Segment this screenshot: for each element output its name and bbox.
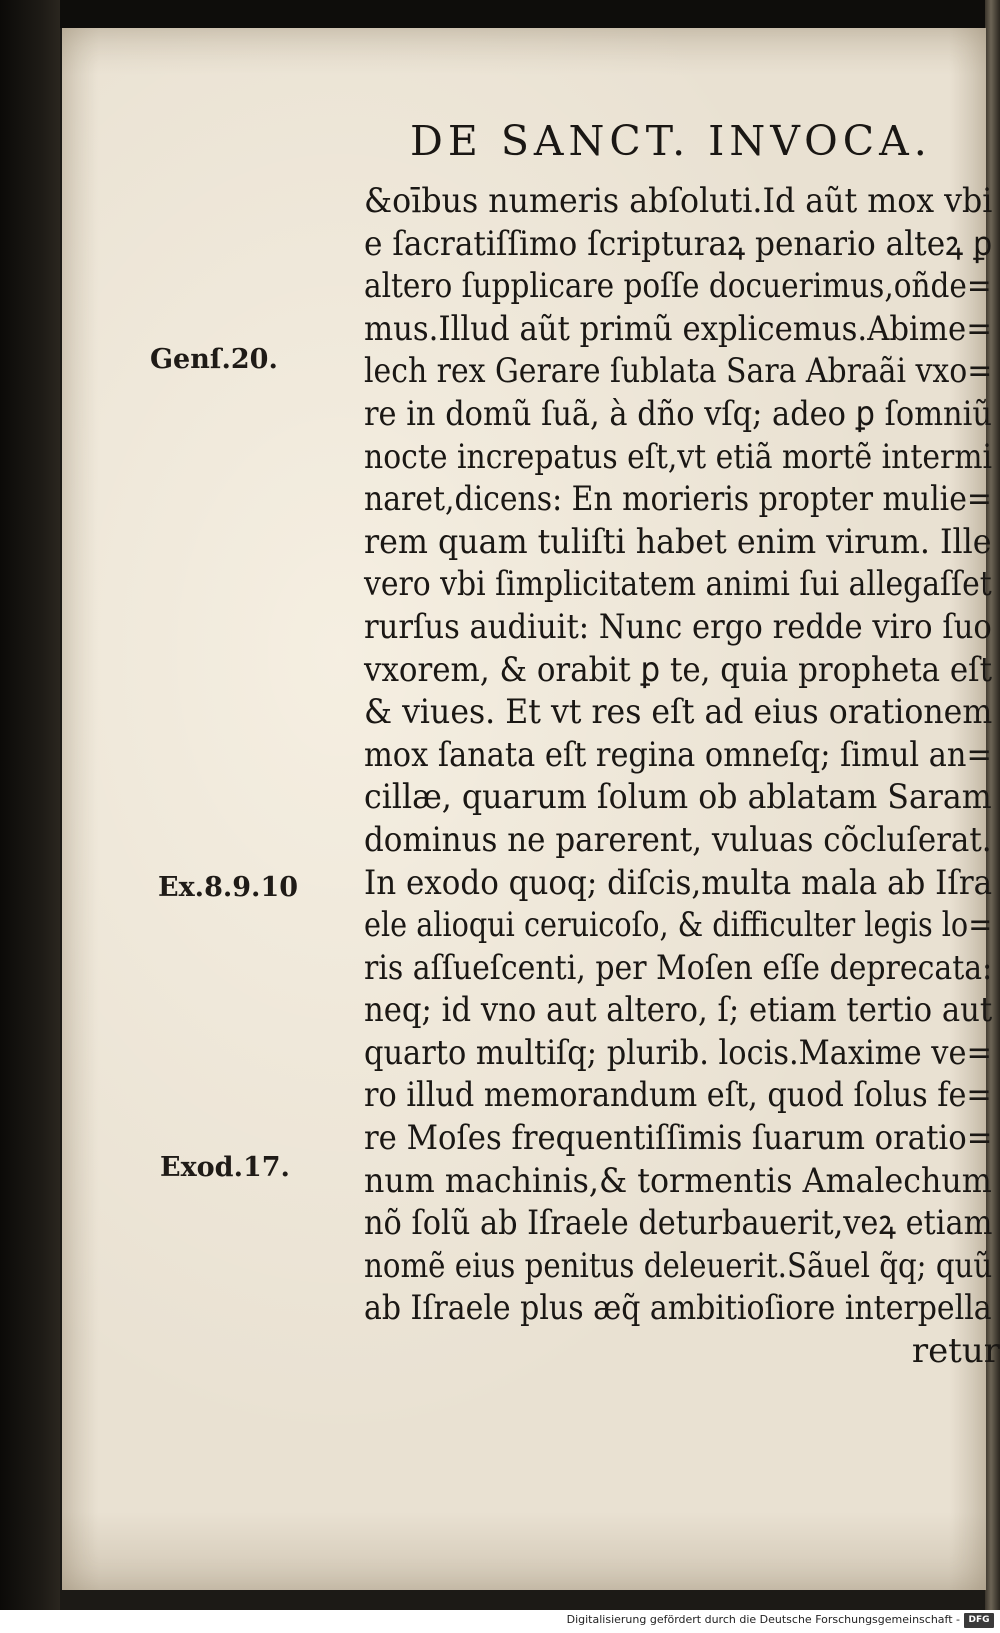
- text-line: In exodo quoq; diſcis,multa mala ab Iſra: [364, 862, 993, 903]
- text-line: ris aſſueſcenti, per Moſen eſſe deprecata:: [364, 947, 993, 988]
- funding-credit: Digitalisierung gefördert durch die Deutsche Forschungsgemeinschaft -: [566, 1613, 960, 1626]
- text-line: dominus ne parerent, vuluas cõcluſerat.: [364, 819, 992, 860]
- text-line: nõ ſolũ ab Iſraele deturbauerit,veꝝ etiam: [364, 1203, 993, 1244]
- digitization-footer: [0, 1610, 1000, 1633]
- text-line: re in domũ ſuã, à dño vſq; adeo ꝑ ſomniũ: [364, 393, 992, 434]
- text-line: mus.Illud aũt primũ explicemus.Abime=: [364, 308, 992, 349]
- book-binding-edge: [0, 0, 60, 1610]
- text-line: rurſus audiuit: Nunc ergo redde viro ſuo: [364, 606, 992, 647]
- text-line: vero vbi ſimplicitatem animi ſui allegaſſet: [364, 564, 992, 605]
- text-line: lech rex Gerare ſublata Sara Abraãi vxo=: [364, 351, 993, 392]
- text-line: e ſacratiſſimo ſcripturaꝝ penario alteꝝ ꝑ: [364, 223, 993, 264]
- text-line: nomẽ eius penitus deleuerit.Sãuel q̃q; quũ: [364, 1245, 993, 1286]
- text-line: mox ſanata eſt regina omneſq; ſimul an=: [364, 734, 992, 775]
- text-line: rem quam tuliſti habet enim virum. Ille: [364, 521, 992, 562]
- marginal-note: Ex.8.9.10: [158, 872, 299, 903]
- text-line: quarto multiſq; plurib. locis.Maxime ve=: [364, 1032, 992, 1073]
- text-line: ab Iſraele plus æq̃ ambitioſiore interpella: [364, 1288, 992, 1329]
- text-line: vxorem, & orabit ꝑ te, quia propheta eſt: [364, 649, 993, 690]
- text-line: ele alioqui ceruicoſo, & difficulter legis lo=: [364, 905, 993, 946]
- text-line: ro illud memorandum eſt, quod ſolus fe=: [364, 1075, 992, 1116]
- dfg-logo: DFG: [964, 1613, 994, 1628]
- text-line: num machinis,& tormentis Amalechum: [364, 1160, 992, 1201]
- book-spine-top: [0, 0, 1000, 28]
- book-page: [62, 28, 1000, 1590]
- text-line: naret,dicens: En morieris propter mulie=: [364, 479, 992, 520]
- text-line: neq; id vno aut altero, ſ; etiam tertio aut: [364, 990, 993, 1031]
- text-line: retur: [911, 1331, 1000, 1372]
- marginal-note: Genſ.20.: [150, 344, 278, 375]
- text-line: altero ſupplicare poſſe docuerimus,oñde=: [364, 266, 992, 307]
- text-line: re Moſes frequentiſſimis ſuarum oratio=: [364, 1118, 993, 1159]
- body-text: [364, 180, 1000, 1373]
- running-head: DE SANCT. INVOCA.: [410, 117, 932, 165]
- text-line: & viues. Et vt res eſt ad eius orationem: [364, 692, 993, 733]
- marginal-note: Exod.17.: [160, 1152, 290, 1183]
- text-line: nocte increpatus eſt,vt etiã mortẽ intermi: [364, 436, 993, 477]
- text-line: cillæ, quarum ſolum ob ablatam Saram: [364, 777, 992, 818]
- text-line: &oībus numeris abſoluti.Id aũt mox vbi: [364, 181, 993, 221]
